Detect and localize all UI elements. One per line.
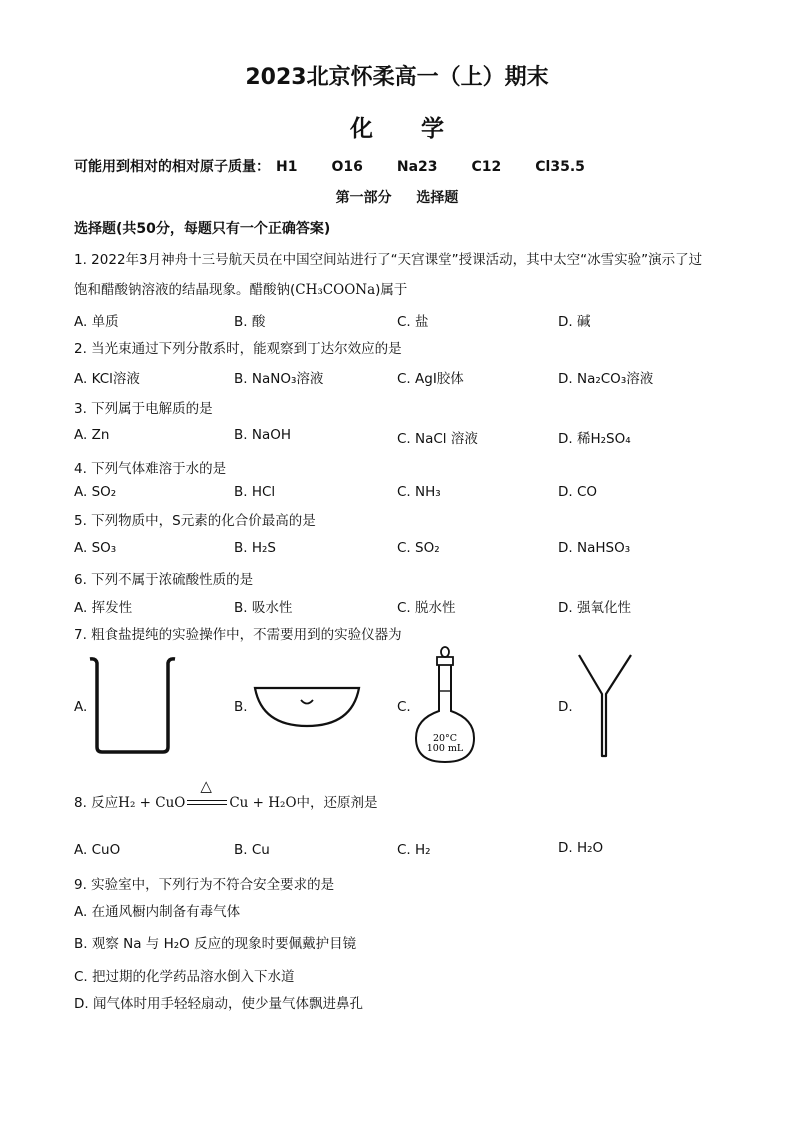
- q8-option-d[interactable]: D. H₂O: [558, 840, 604, 856]
- evaporating-dish-icon: [252, 680, 362, 730]
- q6-option-a[interactable]: A. 挥发性: [74, 600, 133, 616]
- mass-na: Na23: [396, 159, 438, 175]
- q7-stem: 7. 粗食盐提纯的实验操作中，不需要用到的实验仪器为: [74, 627, 402, 643]
- q4-stem: 4. 下列气体难溶于水的是: [74, 461, 227, 477]
- subject-title: 化学: [350, 116, 492, 142]
- q7-option-c[interactable]: C.: [397, 699, 411, 715]
- q1-option-b[interactable]: B. 酸: [234, 314, 266, 330]
- q9-option-b[interactable]: B. 观察 Na 与 H₂O 反应的现象时要佩戴护目镜: [74, 936, 357, 952]
- q8-condition: △: [200, 777, 212, 795]
- flask-volume-label: 100 mL: [426, 743, 464, 754]
- q6-stem: 6. 下列不属于浓硫酸性质的是: [74, 572, 254, 588]
- q2-option-a[interactable]: A. KCl溶液: [74, 371, 140, 387]
- funnel-icon: [576, 652, 634, 760]
- q2-option-c[interactable]: C. AgI胶体: [397, 371, 464, 387]
- q1-stem-line2: [74, 278, 407, 298]
- q4-option-c[interactable]: C. NH₃: [397, 484, 441, 500]
- q6-option-b[interactable]: B. 吸水性: [234, 600, 293, 616]
- q4-option-a[interactable]: A. SO₂: [74, 484, 117, 500]
- q5-option-d[interactable]: D. NaHSO₃: [558, 540, 631, 556]
- q1-line2-end: )属于: [375, 282, 408, 298]
- q4-option-b[interactable]: B. HCl: [234, 484, 276, 500]
- q6-option-c[interactable]: C. 脱水性: [397, 600, 456, 616]
- q5-option-b[interactable]: B. H₂S: [234, 540, 276, 556]
- q5-option-c[interactable]: C. SO₂: [397, 540, 440, 556]
- section-instructions: 选择题(共50分，每题只有一个正确答案): [74, 221, 331, 237]
- q1-line2-start: 饱和醋酸钠溶液的结晶现象。醋酸钠(: [74, 282, 296, 298]
- q2-stem: 2. 当光束通过下列分散系时，能观察到丁达尔效应的是: [74, 341, 402, 357]
- q8-prefix: 8. 反应: [74, 795, 119, 811]
- q8-suffix: 中，还原剂是: [296, 795, 378, 811]
- q9-stem: 9. 实验室中，下列行为不符合安全要求的是: [74, 877, 335, 893]
- q3-option-a[interactable]: A. Zn: [74, 427, 110, 443]
- q3-option-b[interactable]: B. NaOH: [234, 427, 291, 443]
- mass-c: C12: [471, 159, 502, 175]
- part-heading: 第一部分 选择题: [335, 190, 459, 206]
- q4-option-d[interactable]: D. CO: [558, 484, 598, 500]
- q6-option-d[interactable]: D. 强氧化性: [558, 600, 631, 616]
- q2-option-d[interactable]: D. Na₂CO₃溶液: [558, 371, 654, 387]
- atomic-masses-label: 可能用到相对的相对原子质量：: [74, 159, 270, 175]
- reaction-double-line: [187, 800, 227, 805]
- mass-cl: Cl35.5: [535, 159, 585, 175]
- q5-stem: 5. 下列物质中，S元素的化合价最高的是: [74, 513, 316, 529]
- q3-stem: 3. 下列属于电解质的是: [74, 401, 213, 417]
- q7-option-b[interactable]: B.: [234, 699, 248, 715]
- q9-option-a[interactable]: A. 在通风橱内制备有毒气体: [74, 904, 241, 920]
- volumetric-flask-icon: [410, 645, 480, 767]
- q8-reactants: H₂ + CuO: [118, 795, 186, 811]
- q3-option-c[interactable]: C. NaCl 溶液: [397, 431, 478, 447]
- q8-option-a[interactable]: A. CuO: [74, 842, 121, 858]
- q8-products: Cu + H₂O: [229, 795, 297, 811]
- q5-option-a[interactable]: A. SO₃: [74, 540, 117, 556]
- q8-option-b[interactable]: B. Cu: [234, 842, 270, 858]
- flask-temperature-label: 20°C: [432, 733, 458, 744]
- beaker-icon: [88, 655, 178, 757]
- q1-option-a[interactable]: A. 单质: [74, 314, 119, 330]
- q8-arrow: [187, 777, 227, 810]
- q1-formula: CH₃COONa: [295, 282, 376, 298]
- q1-option-c[interactable]: C. 盐: [397, 314, 429, 330]
- q8-option-c[interactable]: C. H₂: [397, 842, 431, 858]
- q1-stem-line1: 1. 2022年3月神舟十三号航天员在中国空间站进行了“天宫课堂”授课活动，其中太空“冰雪实验”演示了过: [74, 252, 703, 268]
- q8-stem: [74, 777, 378, 811]
- q7-option-a[interactable]: A.: [74, 699, 88, 715]
- mass-o: O16: [331, 159, 363, 175]
- q7-option-d[interactable]: D.: [558, 699, 573, 715]
- q3-option-d[interactable]: D. 稀H₂SO₄: [558, 431, 631, 447]
- q9-option-d[interactable]: D. 闻气体时用手轻轻扇动，使少量气体飘进鼻孔: [74, 996, 363, 1012]
- q2-option-b[interactable]: B. NaNO₃溶液: [234, 371, 324, 387]
- atomic-masses: [74, 156, 619, 176]
- q9-option-c[interactable]: C. 把过期的化学药品溶水倒入下水道: [74, 969, 295, 985]
- q1-option-d[interactable]: D. 碱: [558, 314, 591, 330]
- page-title: 2023北京怀柔高一（上）期末: [245, 65, 549, 90]
- mass-h: H1: [276, 159, 298, 175]
